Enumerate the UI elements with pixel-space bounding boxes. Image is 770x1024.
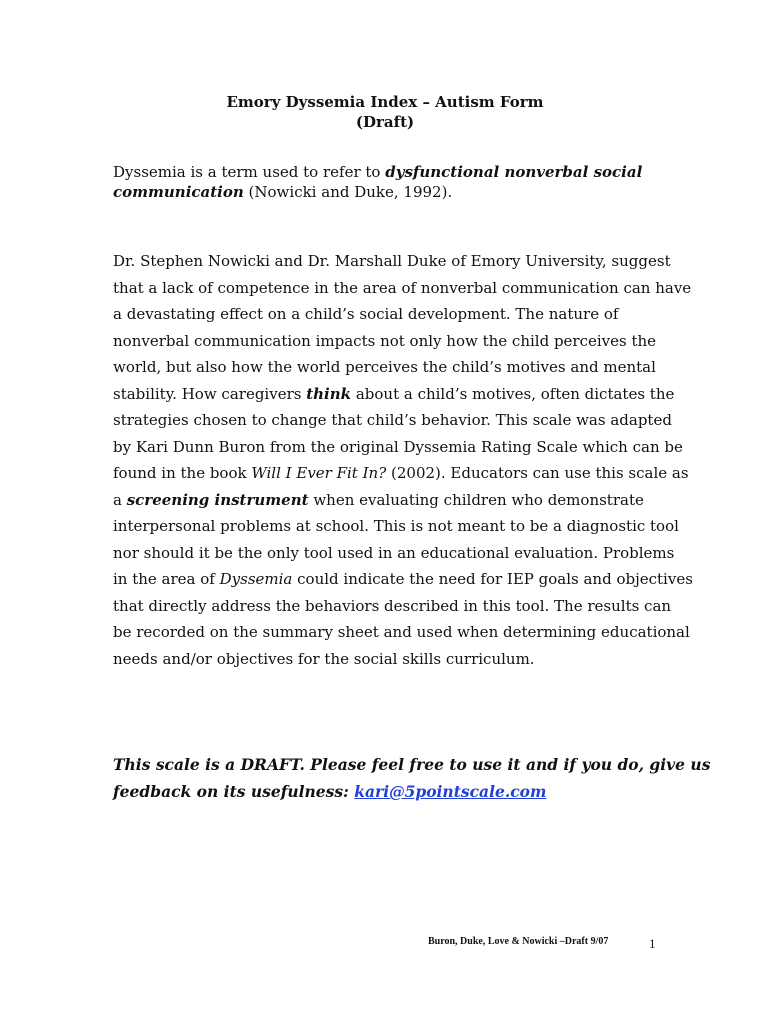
body-emphasis-think: think: [306, 384, 352, 403]
email-link[interactable]: kari@5pointscale.com: [354, 782, 547, 801]
draft-note: [113, 751, 713, 805]
title-line-1: Emory Dyssemia Index – Autism Form: [226, 93, 544, 111]
intro-paragraph: [113, 162, 673, 202]
intro-prefix: Dyssemia is a term used to refer to: [113, 163, 386, 181]
intro-suffix: (Nowicki and Duke, 1992).: [243, 183, 453, 201]
body-text-5: could indicate the need for IEP goals and objectives that directly address the behaviors described in this tool. The results can be recorded on the summary sheet and used when determining educational needs and/or objectives for the social skills curriculum.: [113, 570, 693, 668]
body-text-4: when evaluating children who demonstrate interpersonal problems at school. This is not meant to be a diagnostic tool nor should it be the only tool used in an educational evaluation. Problems in the area of: [113, 490, 679, 588]
body-emphasis-screening: screening instrument: [126, 490, 309, 509]
draft-note-text: This scale is a DRAFT. Please feel free to use it and if you do, give us feedback on its usefulness:: [113, 755, 711, 801]
document-title: [0, 92, 770, 132]
page-number: 1: [649, 936, 656, 951]
book-title: Will I Ever Fit In?: [251, 464, 387, 482]
body-emphasis-dyssemia: Dyssemia: [219, 570, 293, 588]
body-text-1: Dr. Stephen Nowicki and Dr. Marshall Duke of Emory University, suggest that a lack of competence in the area of nonverbal communication can have a devastating effect on a child’s social development. The nature of nonverbal communication impacts not only how the child perceives the world, but also how the world perceives the child’s motives and mental stability. How caregivers: [113, 252, 692, 403]
title-line-2: (Draft): [355, 113, 415, 131]
footer-credit: Buron, Duke, Love & Nowicki –Draft 9/07: [428, 936, 609, 947]
body-text-2: about a child’s motives, often dictates the strategies chosen to change that child’s behavior. This scale was adapted by Kari Dunn Buron from the original Dyssemia Rating Scale which can be found in the book: [113, 384, 683, 482]
intro-emphasis: dysfunctional nonverbal social communication: [113, 163, 643, 201]
body-text-3: (2002). Educators can use this scale as a: [113, 464, 689, 509]
body-paragraph: [113, 248, 693, 672]
